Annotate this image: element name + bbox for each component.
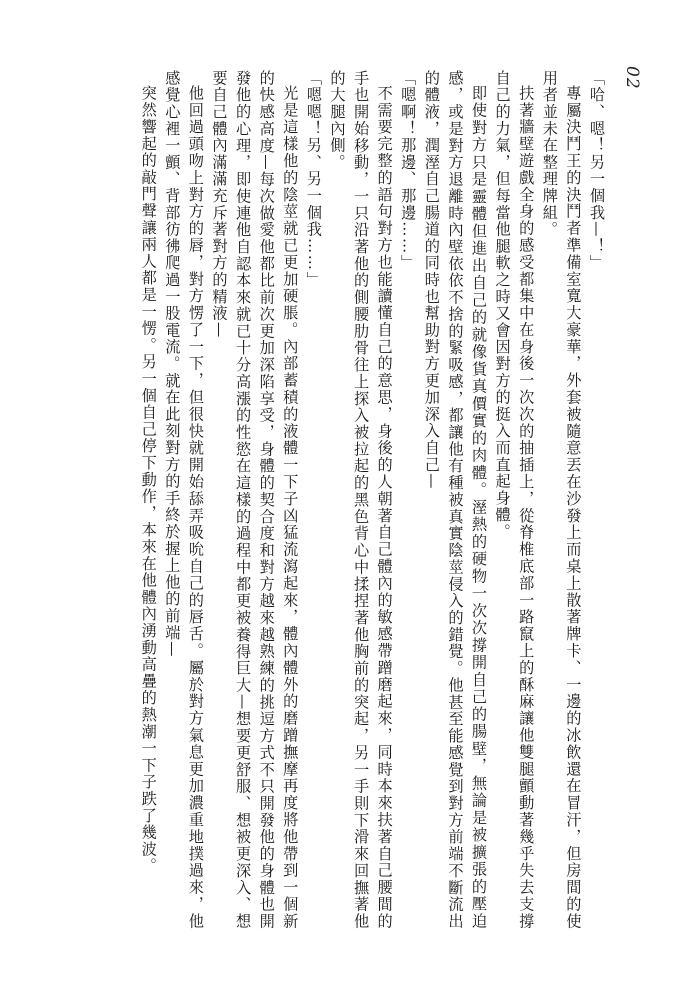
paragraph-8: 光是這樣他的陰莖就已更加硬脹。內部蓄積的液體一下子凶猛流瀉起來，體內體外的磨蹭撫摩再度將他帶到一個新的快感高度—每次做愛他都比前次更加深陷享受，身體的契合度和對方越來越熟練的挑逗方式不只開發他的身體也開發他的心理，即使連他自認本來就已十分高漲的性慾在這樣的過程中都更被養得巨大—想要更舒服、想被更深入、想要自己體內滿滿充斥著對方的精液—: [210, 70, 300, 930]
paragraph-9: 他回過頭吻上對方的唇，對方愣了一下，但很快就開始舔弄吸吮自己的唇舌。屬於對方氣息更加濃重地撲過來，他感覺心裡一顫、背部彷彿爬過一股電流。就在此刻對方的手終於握上他的前端—: [163, 70, 205, 930]
paragraph-5: 「嗯啊！那邊、那邊……」: [399, 70, 418, 272]
paragraph-6: 不需要完整的語句對方也能讀懂自己的意思，身後的人朝著自己體內的敏感帶蹭磨起來，同時本來扶著自己腰間的手也開始移動，一只沿著他的側腰肋骨往上探入被拉起的黑色背心中揉捏著他胸前的突起，另一手則下滑來回撫著他的大腿內側。: [328, 70, 394, 930]
body-text: [68, 70, 608, 930]
paragraph-7: 「嗯嗯！另、另一個我……」: [304, 70, 323, 289]
paragraph-3: 扶著牆壁遊戲全身的感受都集中在身後一次次的抽插上，從脊椎底部一路竄上的酥麻讓他雙腿顫動著幾乎失去支撐自己的力氣，但每當他腿軟之時又會因對方的挺入而直起身體。: [493, 70, 536, 930]
paragraph-2: 專屬決鬥王的決鬥者準備室寬大豪華，外套被隨意丟在沙發上而桌上散著牌卡、一邊的冰飲還在冒汗，但房間的使用者並未在整理牌組。: [540, 70, 583, 930]
paragraph-1: 「哈、嗯！另一個我—！」: [588, 70, 606, 272]
page-number: 02: [622, 66, 642, 90]
paragraph-4: 即使對方只是靈體但進出自己的就像貨真價實的肉體。溼熱的硬物一次次撐開自己的腸壁，無論是被擴張的壓迫感，或是對方退離時內壁依依不捨的緊吸感，都讓他有種被真實陰莖侵入的錯覺。他甚至能感覺到對方前端不斷流出的體液，潤溼自己腸道的同時也幫助對方更加深入自己—: [422, 70, 489, 930]
paragraph-10: 突然響起的敲門聲讓兩人都是一愣。另一個自己停下動作，本來在他體內湧動高疊的熱潮一下子跌了幾波。: [139, 85, 158, 875]
